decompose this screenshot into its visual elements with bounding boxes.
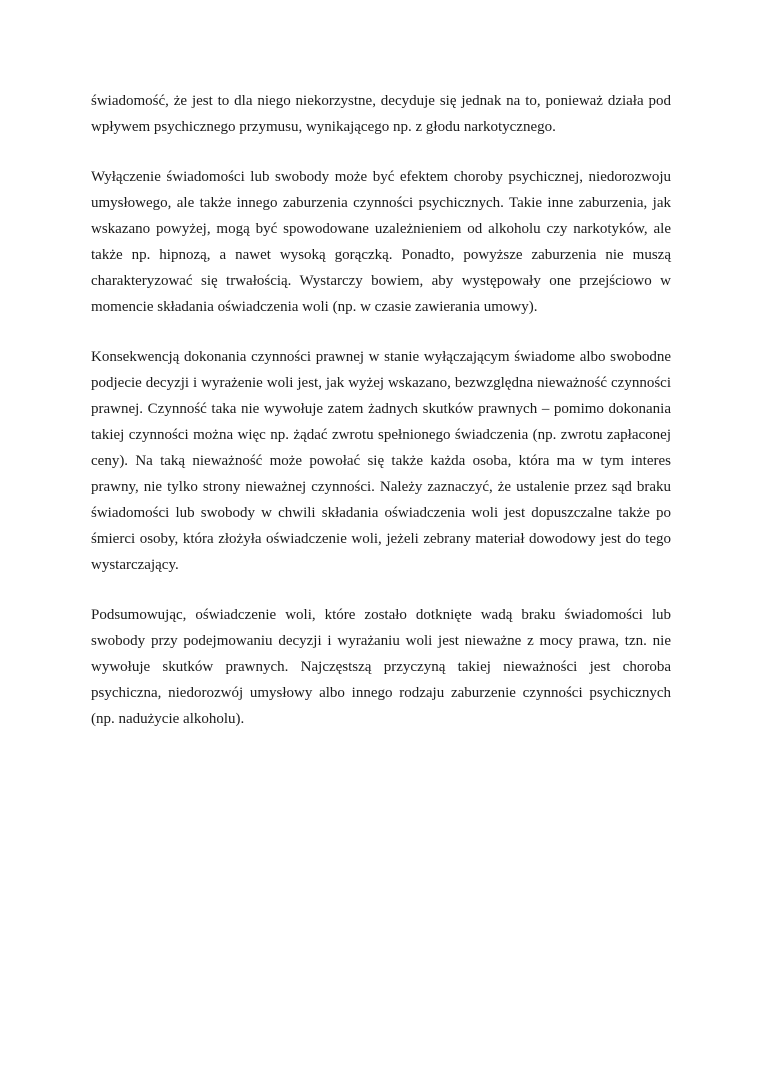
paragraph-1: świadomość, że jest to dla niego niekorzystne, decyduje się jednak na to, ponieważ działa pod wpływem psychicznego przymusu, wynikającego np. z głodu narkotycznego. [91, 93, 671, 135]
document-page [91, 88, 671, 756]
paragraph-4: Podsumowując, oświadczenie woli, które zostało dotknięte wadą braku świadomości lub swobody przy podejmowaniu decyzji i wyrażaniu woli jest nieważne z mocy prawa, tzn. nie wywołuje skutków prawnych. Najczęstszą przyczyną takiej nieważności jest choroba psychiczna, niedorozwój umysłowy albo innego rodzaju zaburzenie czynności psychicznych (np. nadużycie alkoholu). [91, 607, 671, 727]
paragraph-2: Wyłączenie świadomości lub swobody może być efektem choroby psychicznej, niedorozwoju umysłowego, ale także innego zaburzenia czynności psychicznych. Takie inne zaburzenia, jak wskazano powyżej, mogą być spowodowane uzależnieniem od alkoholu czy narkotyków, ale także np. hipnozą, a nawet wysoką gorączką. Ponadto, powyższe zaburzenia nie muszą charakteryzować się trwałością. Wystarczy bowiem, aby występowały one przejściowo w momencie składania oświadczenia woli (np. w czasie zawierania umowy). [91, 169, 671, 315]
paragraph-3: Konsekwencją dokonania czynności prawnej w stanie wyłączającym świadome albo swobodne podjecie decyzji i wyrażenie woli jest, jak wyżej wskazano, bezwzględna nieważność czynności prawnej. Czynność taka nie wywołuje zatem żadnych skutków prawnych – pomimo dokonania takiej czynności można więc np. żądać zwrotu spełnionego świadczenia (np. zwrotu zapłaconej ceny). Na taką nieważność może powołać się także każda osoba, która ma w tym interes prawny, nie tylko strony nieważnej czynności. Należy zaznaczyć, że ustalenie przez sąd braku świadomości lub swobody w chwili składania oświadczenia woli jest dopuszczalne także po śmierci osoby, która złożyła oświadczenie woli, jeżeli zebrany materiał dowodowy jest do tego wystarczający. [91, 349, 671, 573]
